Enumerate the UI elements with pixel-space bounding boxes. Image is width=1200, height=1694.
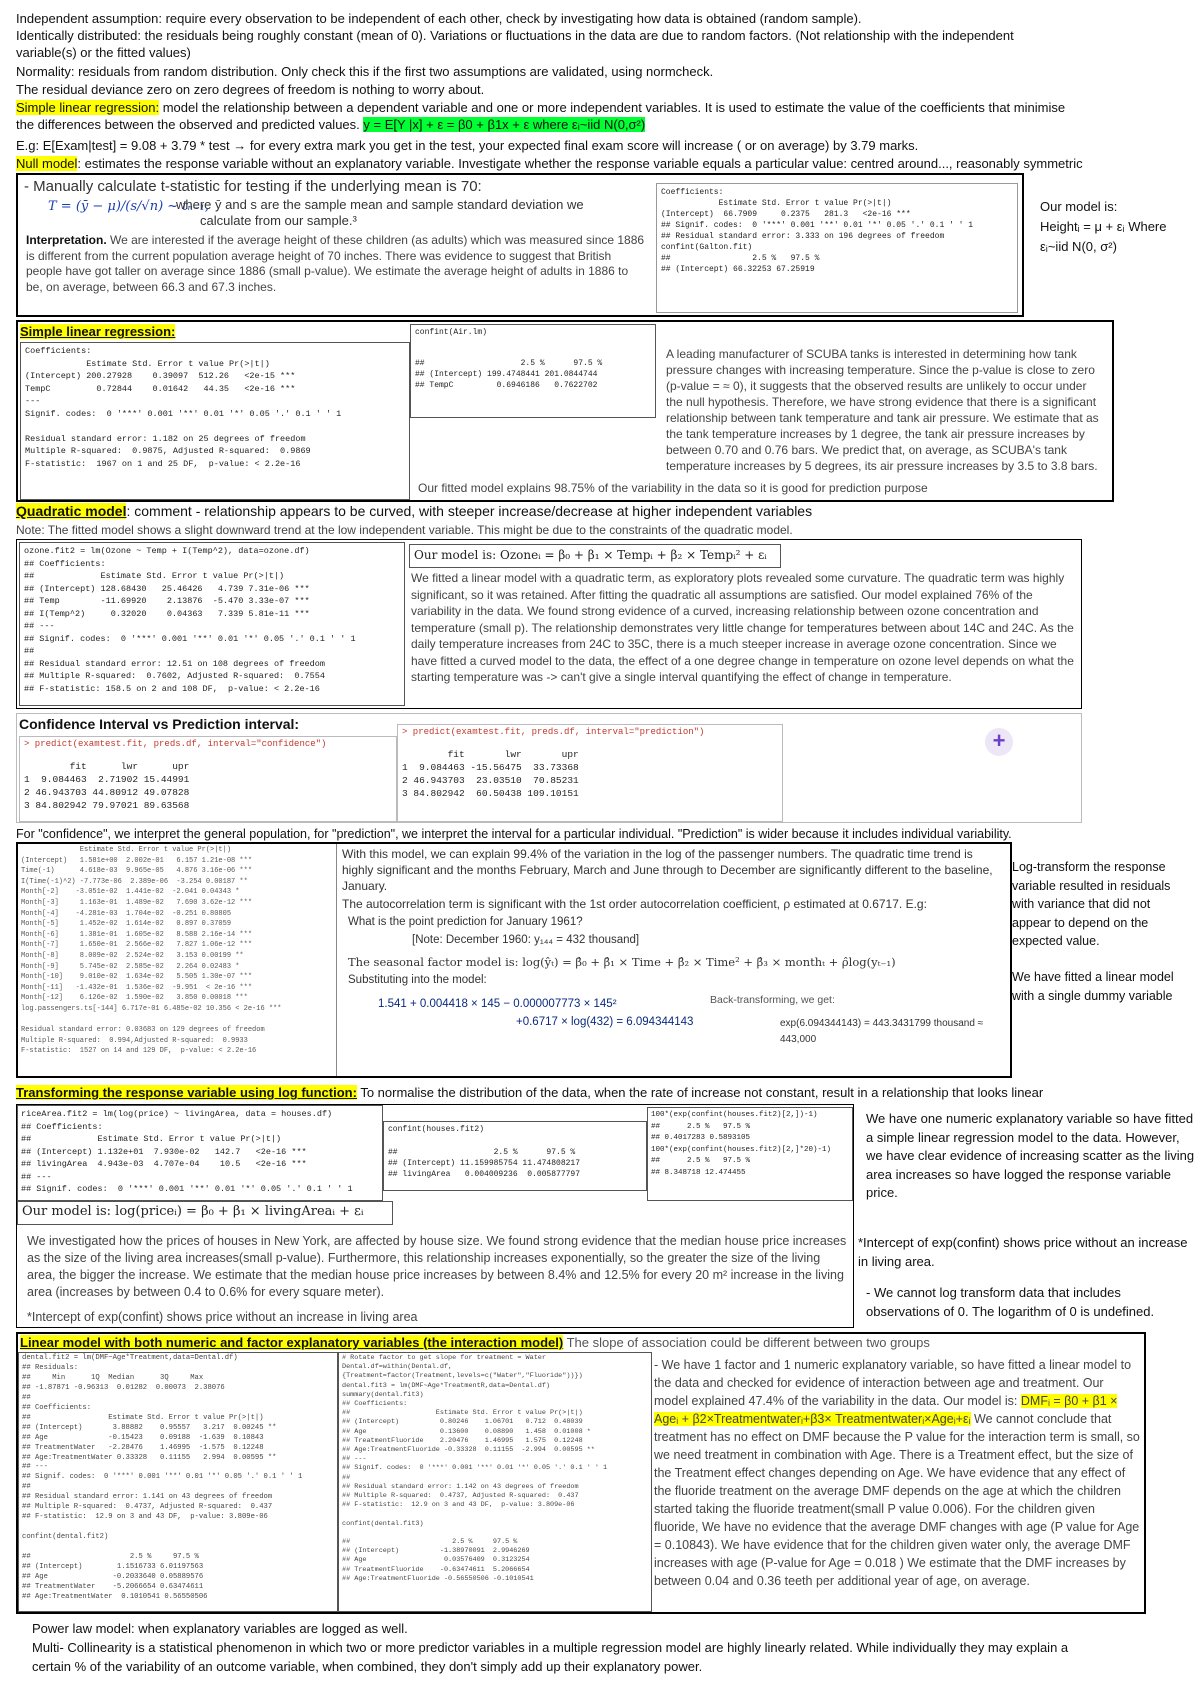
ttest-heading: - Manually calculate t-statistic for testing if the underlying mean is 70:: [24, 178, 482, 195]
log-transform-note: Log-transform the response variable resulted in residuals with variance that did not appear to depend on the expected value.: [1012, 860, 1171, 948]
ci-pi-interpretation: For "confidence", we interpret the general population, for "prediction", we interpret the interval for a particular individual. "Prediction" is wider because it includes individual variability.: [16, 827, 1012, 841]
quadratic-note: Note: The fitted model shows a slight downward trend at the low independent variable. This might be due to the constraints of the quadratic model.: [16, 523, 793, 537]
slr-definition: [16, 99, 1065, 116]
add-plus-button[interactable]: +: [985, 728, 1013, 756]
normality-note: Normality: residuals from random distribution. Only check this if the first two assumptions are validated, using normcheck.: [16, 64, 714, 79]
quadratic-heading-line: [16, 503, 812, 520]
quadratic-output-code: ozone.fit2 = lm(Ozone ~ Temp + I(Temp^2), data=ozone.df) ## Coefficients: ## Estimate Std. Error t value Pr(>|t|) ## (Intercept) 128.68430 25.46426 4.739 7.31e-06 *** ## Temp -11.69920 2.13876 -5.470 3.33e-07 *** ## I(Temp^2) 0.32020 0.04363 7.339 5.81e-11 *** ## --- ## Signif. codes: 0 '***' 0.001 '**' 0.01 '*' 0.05 '.' 0.1 ' ' 1 ## ## Residual standard error: 12.51 on 108 degrees of freedom ## Multiple R-squared: 0.7602, Adjusted R-squared: 0.7554 ## F-statistic: 158.5 on 2 and 108 DF, p-value: < 2.2e-16: [24, 546, 356, 694]
houses-exp-code: 100*(exp(confint(houses.fit2)[2,])-1) ## 2.5 % 97.5 % ## 0.4017283 0.5893105 100*(exp(confint(houses.fit2)[2,]*20)-1) ## 2.5 % 97.5 % ## 8.348718 12.474455: [651, 1111, 832, 1177]
seasonal-model: The seasonal factor model is: log(ŷₜ) = β̂₀ + β̂₁ × Time + β̂₂ × Time² + β̂₃ × monthₜ + ρ̂log(yₜ₋₁): [348, 955, 896, 969]
slr-heading-wrap: [20, 324, 175, 339]
houses-output-pane: [17, 1105, 383, 1201]
slr-definition-label: Simple linear regression:: [16, 100, 160, 115]
ttest-interpretation: [26, 233, 648, 295]
slr-definition-text2: the differences between the observed and predicted values.: [16, 117, 364, 132]
houses-confint-output: ## 2.5 % 97.5 % ## (Intercept) 11.159985754 11.474808217 ## livingArea 0.004009236 0.005877797: [388, 1148, 581, 1179]
houses-intercept-note: *Intercept of exp(confint) shows price without an increase in living area: [27, 1310, 418, 1324]
dental-interpretation-intro: - We have 1 factor and 1 numeric explanatory variable, so have fitted a linear model to the data and checked for evidence of interaction between age and treatment. Our model explained 47.4% of the variability in the data. Our model is:: [654, 1358, 1132, 1408]
galton-output-pane: [656, 183, 1018, 313]
galton-model-errors: εᵢ~iid N(0, σ²): [1040, 239, 1117, 254]
power-law-note: Power law model: when explanatory variables are logged as well.: [32, 1621, 408, 1636]
interaction-heading-rest: The slope of association could be different between two groups: [563, 1335, 930, 1350]
dental-model-formula: DMFᵢ = β0 + β1 × Ageᵢ + β2×Treatmentwaterᵢ+β3× Treatmentwaterᵢ×Ageᵢ+εᵢ: [654, 1394, 1118, 1426]
dental-fit3-code: # Rotate factor to get slope for treatment = Water Dental.df=within(Dental.df, {Treatment=factor(Treatment,levels=c("Water","Fluoride"))}) dental.fit3 = lm(DMF~Age*TreatmentR,data=Dental.df) summary(dental.fit3) ## Coefficients: ## Estimate Std. Error t value Pr(>|t|) ## (Intercept) 0.80246 1.06701 0.712 0.48039 ## Age 0.13600 0.08890 1.458 0.01008 * ## TreatmentFluoride 2.20476 1.46995 1.575 0.12248 ## Age:TreatmentFluoride -0.33328 0.11155 -2.994 0.00595 ** ## --- ## Signif. codes: 0 '***' 0.001 '**' 0.01 '*' 0.05 '.' 0.1 ' ' 1 ## ## Residual standard error: 1.142 on 43 degrees of freedom ## Multiple R-squared: 0.4737, Adjusted R-squared: 0.437 ## F-statistic: 12.9 on 3 and 43 DF, p-value: 3.809e-06 confint(dental.fit3) ## 2.5 % 97.5 % ## (Intercept) -1.38970091 2.9946269 ## Age 0.03576409 0.3123254 ## TreatmentFluoride -0.63474611 5.2066654 ## Age:TreatmentFluoride -0.56550506 -0.1010541: [342, 1354, 608, 1583]
houses-model-pane: [17, 1201, 393, 1225]
slr-confint-cmd: confint(Air.lm): [415, 328, 488, 337]
passenger-interpretation: With this model, we can explain 99.4% of the variation in the log of the passenger numbers. The quadratic time trend is highly significant and the months February, March and June through to December are significantly different to the baseline, January.: [342, 847, 993, 893]
residual-deviance-note: The residual deviance zero on zero degrees of freedom is nothing to worry about.: [16, 82, 485, 97]
slr-formula: y = E[Y |x] + ε = β0 + β1x + ε where εᵢ~iid N(0,σ²): [363, 117, 646, 132]
houses-confint-pane: [383, 1121, 647, 1191]
houses-output-code: riceArea.fit2 = lm(log(price) ~ livingArea, data = houses.df) ## Coefficients: ## Estimate Std. Error t value Pr(>|t|) ## (Intercept) 1.132e+01 7.930e-02 142.7 <2e-16 *** ## livingArea 4.943e-03 4.707e-04 10.5 <2e-16 *** ## --- ## Signif. codes: 0 '***' 0.001 '**' 0.01 '*' 0.05 '.' 0.1 ' ' 1: [21, 1109, 353, 1194]
galton-output-code: Coefficients: Estimate Std. Error t value Pr(>|t|) (Intercept) 66.7909 0.2375 281.3 <2e-16 *** ## Signif. codes: 0 '***' 0.001 '**' 0.01 '*' 0.05 '.' 0.1 ' ' 1 ## Residual standard error: 3.333 on 196 degrees of freedom confint(Galton.fit) ## 2.5 % 97.5 % ## (Intercept) 66.32253 67.25919: [661, 188, 974, 274]
independence-note: Independent assumption: require every observation to be independent of each other, check by investigating how data is obtained (random sample).: [16, 11, 862, 26]
interaction-heading: Linear model with both numeric and factor explanatory variables (the interaction model): [20, 1335, 564, 1350]
autocorrelation-note: The autocorrelation term is significant with the 1st order autocorrelation coefficient, ρ estimated at 0.6717. E.g:: [342, 897, 927, 911]
confidence-output: fit lwr upr 1 9.084463 2.71902 15.44991 2 46.943703 44.80912 49.07828 3 84.802942 79.97021 89.63568: [24, 761, 190, 811]
multicollinearity-note: Multi- Collinearity is a statistical phenomenon in which two or more predictor variables in a multiple regression model are highly linearly related. While individually they may explain a: [32, 1640, 1069, 1655]
quadratic-model-formula: Our model is: Ozoneᵢ = β₀ + β₁ × Tempᵢ + β₂ × Tempᵢ² + εᵢ: [414, 548, 767, 562]
prediction-output: fit lwr upr 1 9.084463 -15.56475 33.73368 2 46.943703 23.03510 70.85231 3 84.802942 60.50438 109.10151: [402, 749, 579, 799]
quadratic-section: [16, 539, 1082, 709]
slr-confint-pane: [410, 324, 656, 418]
log-transform-heading-line: [16, 1084, 1043, 1101]
dummy-variable-note: We have fitted a linear model with a single dummy variable: [1012, 970, 1174, 1003]
slr-output-pane: [20, 342, 410, 500]
back-transform-label: Back-transforming, we get:: [710, 994, 835, 1006]
time-series-section: [16, 842, 1012, 1078]
dental-interpretation: [654, 1356, 1140, 1590]
null-model-label: Null model: [16, 156, 78, 171]
slr-definition-cont: [16, 116, 645, 133]
prediction-question: What is the point prediction for January 1961?: [348, 916, 583, 928]
dental-fit2-pane: [18, 1352, 338, 1612]
back-transform-result: exp(6.094344143) = 443.3431799 thousand ≈ 443,000: [780, 1018, 984, 1045]
time-series-output-code: Estimate Std. Error t value Pr(>|t|) (Intercept) 1.581e+00 2.002e-01 6.157 1.21e-08 *** Time(-1) 4.618e-03 9.965e-05 4.876 3.16e-06 *** I(Time(-1)^2) -7.773e-06 2.389e-06 -3.254 0.00187 ** Month[-2] -3.051e-02 1.441e-02 -2.041 0.04343 * Month[-3] 1.163e-01 1.489e-02 7.690 3.62e-12 *** Month[-4] -4.281e-03 1.704e-02 -0.251 0.80805 Month[-5] 1.452e-02 1.614e-02 0.897 0.37059 Month[-6] 1.381e-01 1.605e-02 8.588 2.16e-14 *** Month[-7] 1.650e-01 2.566e-02 7.827 1.06e-12 *** Month[-8] 8.009e-02 2.524e-02 3.153 0.00199 ** Month[-9] 5.745e-02 2.585e-02 2.264 0.02483 * Month[-10] 9.010e-02 1.634e-02 5.505 1.30e-07 *** Month[-11] -1.432e-01 1.536e-02 -9.951 < 2e-16 *** Month[-12] 6.126e-02 1.590e-02 3.850 0.00018 *** log.passengers.ts[-144] 6.717e-01 6.485e-02 10.356 < 2e-16 *** Residual standard error: 0.03683 on 129 degrees of freedom Multiple R-squared: 0.994,Adjusted R-squared: 0.9933 F-statistic: 1527 on 14 and 129 DF, p-value: < 2.2e-16: [21, 846, 282, 1056]
interpretation-label: Interpretation.: [26, 233, 107, 247]
t-statistic-formula: T = (ȳ − μ)/(s/√n) ~ tₙ₋₁,: [48, 199, 210, 214]
quadratic-heading-rest: : comment - relationship appears to be curved, with steeper increase/decrease at higher independent variables: [126, 503, 813, 519]
slr-confint-output: ## 2.5 % 97.5 % ## (Intercept) 199.4748441 201.0844744 ## TempC 0.6946186 0.7622702: [415, 359, 603, 390]
houses-model-formula: Our model is: log(priceᵢ) = β₀ + β₁ × livingAreaᵢ + εᵢ: [22, 1204, 364, 1219]
interaction-section: [16, 1332, 1146, 1614]
dental-interpretation-body: We cannot conclude that treatment has no effect on DMF because the P value for the interaction term is small, so we need treatment in combination with Age. There is a Treatment effect, but the size of the Treatment effect changes depending on Age. We have evidence that any effect of the fluoride treatment on the average DMF depends on the age at which the children started taking the fluoride treatment(small P value 0.006). For the children given fluoride, We have no evidence that the average DMF changes with age (P value for Age = 0.10843). We have evidence that for the children given water only, the average DMF increases with age (P-value for Age = 0.018 ) We estimate that the DMF increases by between 0.04 and 0.36 teeth per additional year of age, on average.: [654, 1412, 1140, 1588]
null-model-definition: [16, 155, 1083, 172]
prediction-cmd: > predict(examtest.fit, preds.df, interval="prediction"): [402, 727, 705, 737]
ttest-section: [16, 173, 1024, 317]
ttest-where-2: calculate from our sample.³: [200, 213, 357, 228]
houses-side-log-zero: - We cannot log transform data that includes observations of 0. The logarithm of 0 is undefined.: [866, 1285, 1155, 1319]
substituting-label: Substituting into the model:: [348, 974, 487, 986]
quadratic-heading: Quadratic model: [16, 503, 127, 519]
prediction-pane: [397, 724, 783, 822]
confidence-cmd: > predict(examtest.fit, preds.df, interval="confidence"): [24, 739, 327, 749]
ci-pi-section: [16, 713, 1082, 823]
houses-interpretation: We investigated how the prices of houses in New York, are affected by house size. We found strong evidence that the median house price increases as the size of the living area increases(small p-value). Furthermore, this relationship increases exponentially, so the greater the size of the living area, the bigger the increase. We estimate that the median house price increases by between 8.4% and 12.5% for every 20 m² increase in the living area (increases by between 0.4 to 0.6% for every square meter).: [27, 1234, 847, 1299]
slr-heading: Simple linear regression:: [20, 324, 176, 339]
identically-distributed-note: Identically distributed: the residuals being roughly constant (mean of 0). Variations or fluctuations in the data are due to random factors. (Not relationship with the independent: [16, 28, 1014, 43]
multicollinearity-note-cont: certain % of the variability of an outcome variable, when combined, they don't simply add up their explanatory power.: [32, 1659, 703, 1674]
houses-confint-cmd: confint(houses.fit2): [388, 1125, 485, 1134]
quadratic-model-pane: [409, 544, 781, 568]
calc-step-1: 1.541 + 0.004418 × 145 − 0.000007773 × 145²: [378, 998, 617, 1010]
scuba-interpretation: A leading manufacturer of SCUBA tanks is interested in determining how tank pressure changes with increasing temperature. Since the p-value is close to zero (p-value = ≈ 0), it suggests that the observed results are unlikely to occur under the null hypothesis. Therefore, we have strong evidence that there is a significant relationship between tank temperature and tank air pressure. We estimate that as the tank temperature increases by 1 degree, the tank air pressure increases by between 0.70 and 0.76 bars. We predict that, on average, as SCUBA's tank temperature increases by 5 degrees, its air pressure increases by 3.5 to 3.8 bars.: [666, 347, 1099, 473]
quadratic-output-pane: [19, 542, 405, 706]
dental-fit2-code: dental.fit2 = lm(DMF~Age*Treatment,data=Dental.df) ## Residuals: ## Min 1Q Median 3Q Max ## -1.87871 -0.96313 0.01282 0.00073 2.38076 ## ## Coefficients: ## Estimate Std. Error t value Pr(>|t|) ## (Intercept) 3.88882 0.95557 3.217 0.00245 ** ## Age -0.15423 0.09188 -1.639 0.10843 ## TreatmentWater -2.28476 1.46995 -1.575 0.12248 ## Age:TreatmentWater 0.33328 0.11155 2.994 0.00595 ** ## --- ## Signif. codes: 0 '***' 0.001 '**' 0.01 '*' 0.05 '.' 0.1 ' ' 1 ## ## Residual standard error: 1.141 on 43 degrees of freedom ## Multiple R-squared: 0.4737, Adjusted R-squared: 0.437 ## F-statistic: 12.9 on 3 and 43 DF, p-value: 3.809e-06 confint(dental.fit2) ## 2.5 % 97.5 % ## (Intercept) 1.1516733 6.01197563 ## Age -0.2033640 0.05889576 ## TreatmentWater -5.2066654 0.63474611 ## Age:TreatmentWater 0.1010541 0.56550506: [22, 1354, 303, 1601]
time-series-output-pane: [18, 844, 337, 1076]
slr-section: [16, 320, 1114, 502]
calc-step-2: +0.6717 × log(432) = 6.094344143: [516, 1016, 694, 1028]
slr-variability-note: Our fitted model explains 98.75% of the variability in the data so it is good for prediction purpose: [418, 481, 928, 495]
houses-side-note: We have one numeric explanatory variable so have fitted a simple linear regression model to the data. However, we have clear evidence of increasing scatter as the living area increases so have logged the response variable price.: [866, 1111, 1195, 1200]
ozone-interpretation: We fitted a linear model with a quadratic term, as exploratory plots revealed some curvature. The quadratic term was highly significant, so it was retained. After fitting the quadratic all assumptions are satisfied. Our model explained 76% of the variability in the data. We found strong evidence of a curved, increasing relationship between ozone concentration and temperature (small p). The relationship demonstrates very little change for temperatures between about 14C and 24C. As the daily temperature increases from 24C to 35C, there is a much steeper increase in average ozone concentration. Since we have fitted a curved model to the data, the effect of a one degree change in temperature on ozone level depends on what the starting temperature was -> can't give a single interval quantifying the effect of change in temperature.: [411, 571, 1074, 684]
slr-definition-text: model the relationship between a dependent variable and one or more independent variables. It is used to estimate the value of the coefficients that minimise: [159, 100, 1066, 115]
log-transform-section: [16, 1104, 854, 1328]
december-note: [Note: December 1960: y₁₄₄ = 432 thousand]: [412, 934, 640, 946]
interpretation-text: We are interested if the average height of these children (as adults) which was measured since 1886 is different from the current population average height of 70 inches. There was evidence to suggest that British people have got taller on average since 1886 (small p-value). We estimate the average height of adults in 1886 to be, on average, between 66.3 and 67.3 inches.: [26, 233, 645, 294]
ttest-where-1: where ȳ and s are the sample mean and sample standard deviation we: [176, 197, 584, 212]
interaction-heading-line: [20, 1334, 930, 1351]
galton-model-label: Our model is:: [1040, 199, 1118, 214]
exam-example: E.g: E[Exam|test] = 9.08 + 3.79 * test → for every extra mark you get in the test, your expected final exam score will increase ( or on average) by 3.79 marks.: [16, 138, 919, 153]
slr-output-code: Coefficients: Estimate Std. Error t value Pr(>|t|) (Intercept) 200.27928 0.39097 512.26 <2e-15 *** TempC 0.72844 0.01642 44.35 <2e-16 *** --- Signif. codes: 0 '***' 0.001 '**' 0.01 '*' 0.05 '.' 0.1 ' ' 1 Residual standard error: 1.182 on 25 degrees of freedom Multiple R-squared: 0.9875, Adjusted R-squared: 0.9869 F-statistic: 1967 on 1 and 25 DF, p-value: < 2.2e-16: [25, 346, 342, 469]
galton-model-formula: Heightᵢ = μ + εᵢ Where: [1040, 219, 1167, 234]
houses-side-intercept: *Intercept of exp(confint) shows price without an increase in living area.: [858, 1235, 1188, 1269]
dental-fit3-pane: [338, 1352, 652, 1612]
confidence-pane: [19, 736, 397, 822]
ci-pi-heading: Confidence Interval vs Prediction interval:: [19, 716, 300, 732]
log-transform-heading: Transforming the response variable using log function:: [16, 1085, 357, 1100]
identically-distributed-note-cont: variable(s) or the fitted values): [16, 45, 191, 60]
null-model-text: : estimates the response variable without an explanatory variable. Investigate whether the response variable equals a particular value: centred around..., reasonably symmetric: [77, 156, 1083, 171]
houses-exp-pane: [647, 1107, 853, 1201]
log-transform-heading-rest: To normalise the distribution of the data, when the rate of increase not constant, result in a relationship that looks linear: [356, 1085, 1044, 1100]
